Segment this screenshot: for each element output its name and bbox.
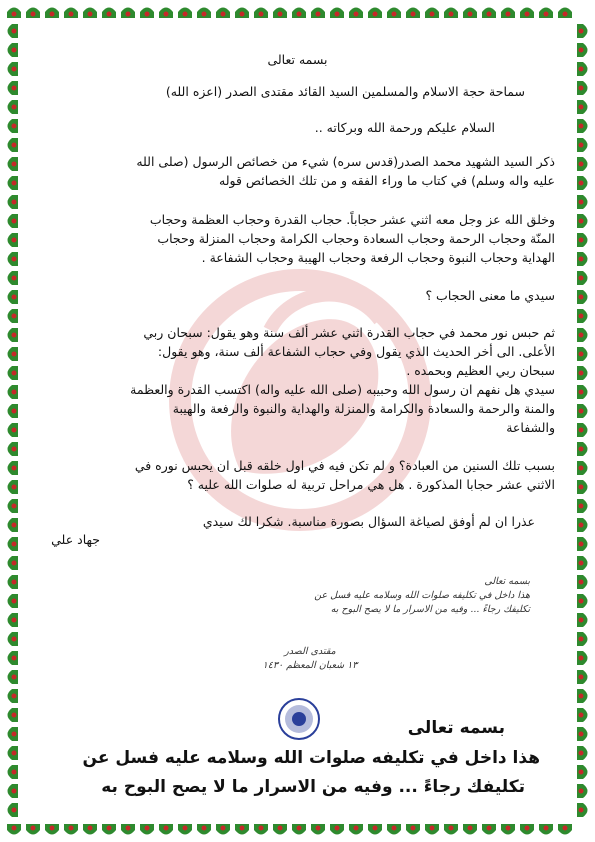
para5-line1: بسبب تلك السنين من العبادة؟ و لم تكن فيه في اول خلقه قبل ان يحبس نوره في xyxy=(134,458,555,473)
handwritten-date: ١٣ شعبان المعظم ١٤٣٠ xyxy=(262,660,358,671)
handwritten-line3: تكليفك رجاءً ... وفيه من الاسرار ما لا يصح البوح به xyxy=(330,604,530,615)
para3-line1: ثم حبس نور محمد في حجاب القدرة اثني عشر ألف سنة وهو يقول: سبحان ربي xyxy=(143,325,555,340)
handwritten-line1: بسمه تعالى xyxy=(484,576,530,587)
para5-line2: الاثني عشر حجابا المذكورة . هل هي مراحل تربية له صلوات الله عليه ؟ xyxy=(187,477,555,492)
signer-name: جهاد علي xyxy=(51,532,100,547)
addressee: سماحة حجة الاسلام والمسلمين السيد القائد مقتدى الصدر (اعزه الله) xyxy=(165,84,525,99)
greeting: السلام عليكم ورحمة الله وبركاته .. xyxy=(314,120,495,135)
para4-line3: والشفاعة xyxy=(506,420,555,435)
para2-line2: المنّة وحجاب الرحمة وحجاب السعادة وحجاب الكرامة وحجاب المنزلة وحجاب xyxy=(157,231,555,246)
handwritten-line2: هذا داخل في تكليفه صلوات الله وسلامه عليه فسل عن xyxy=(314,590,530,601)
para2-line3: الهداية وحجاب النبوة وحجاب الرفعة وحجاب الهيبة وحجاب الشفاعة . xyxy=(201,250,555,265)
closing: عذرا ان لم أوفق لصياغة السؤال بصورة مناسبة. شكرا لك سيدي xyxy=(202,514,535,529)
para2-line1: وخلق الله عز وجل معه اثني عشر حجاباً. حجاب القدرة وحجاب العظمة وحجاب xyxy=(149,212,555,227)
answer-line1: بسمه تعالى xyxy=(407,718,505,738)
para3-line3: سبحان ربي العظيم وبحمده . xyxy=(406,363,555,378)
question1: سيدي ما معنى الحجاب ؟ xyxy=(425,288,555,303)
handwritten-signer: مقتدى الصدر xyxy=(284,646,336,657)
answer-line3: تكليفك رجاءً ... وفيه من الاسرار ما لا يصح البوح به xyxy=(101,777,525,797)
para1-line2: عليه واله وسلم) في كتاب ما وراء الفقه و من تلك الخصائص قوله xyxy=(219,173,555,188)
para1-line1: ذكر السيد الشهيد محمد الصدر(قدس سره) شيء من خصائص الرسول (صلى الله xyxy=(136,154,555,169)
para4-line2: والمنة والرحمة والسعادة والكرامة والمنزلة والهداية والنبوة والرفعة والهيبة xyxy=(172,401,555,416)
answer-line2: هذا داخل في تكليفه صلوات الله وسلامه عليه فسل عن xyxy=(82,748,540,768)
para4-line1: سيدي هل نفهم ان رسول الله وحبيبه (صلى الله عليه واله) اكتسب القدرة والعظمة xyxy=(130,382,555,397)
basmala: بسمه تعالى xyxy=(267,52,328,67)
para3-line2: الأعلى. الى أخر الحديث الذي يقول وفي حجاب الشفاعة ألف سنة، وهو يقول: xyxy=(157,344,555,359)
